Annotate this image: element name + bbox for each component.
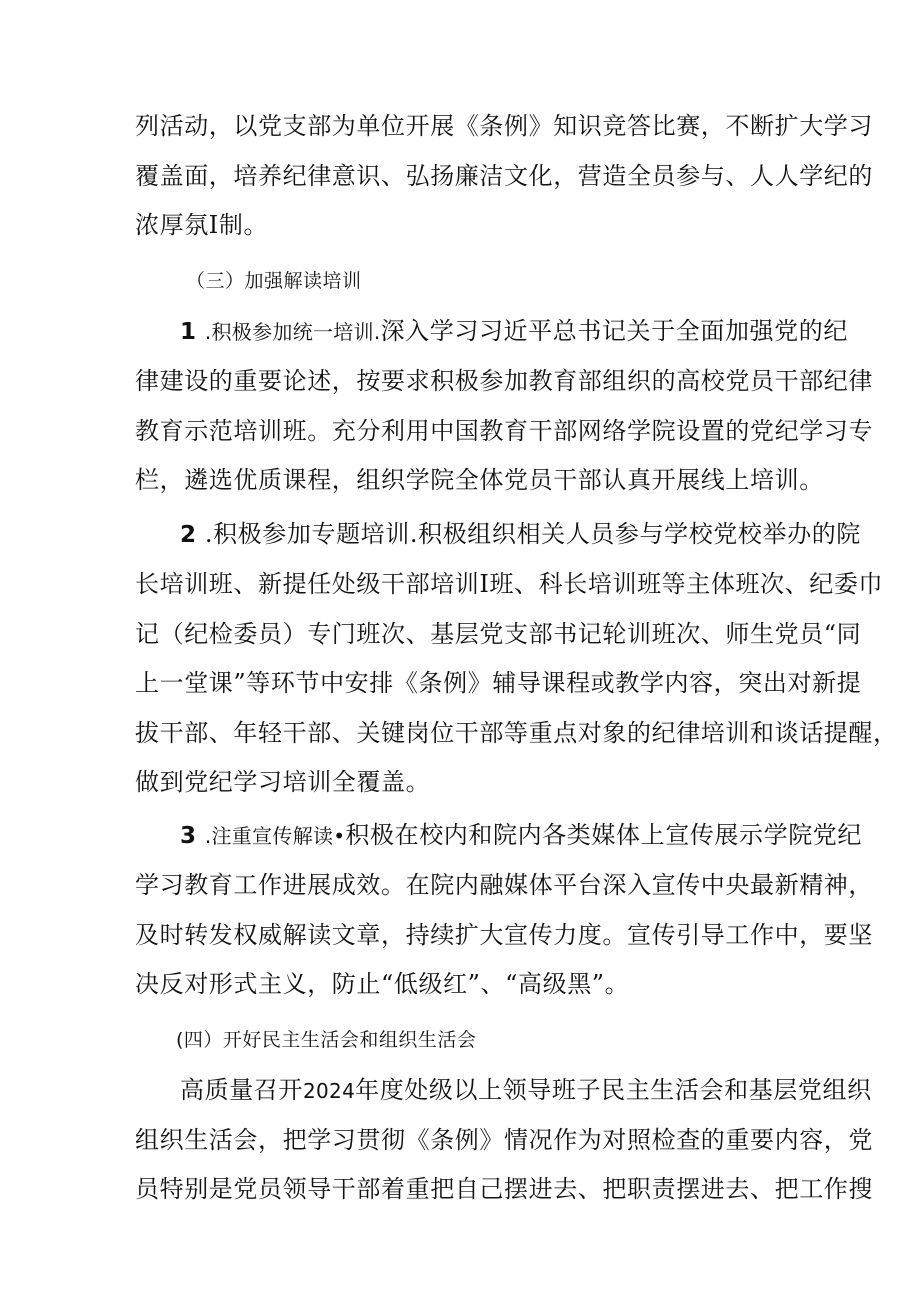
item-1-line-1-text: 深入学习习近平总书记关于全面加强党的纪 [380, 317, 848, 345]
item-2-line-4: 上一堂课”等环节中安排《条例》辅导课程或教学内容，突出对新提 [135, 669, 862, 697]
item-2-line-2: 长培训班、新提任处级干部培训I班、科长培训班等主体班次、纪委巾 [135, 570, 884, 598]
para4-line-1-b: 年度处级以上领导班子民主生活会和基层党组织 [355, 1076, 872, 1104]
item-3-line-1-text: 积极在校内和院内各类媒体上宣传展示学院党纪 [345, 821, 863, 849]
item-1-lead: .积极参加统一培训. [204, 320, 381, 344]
item-3-number: 3 [180, 823, 197, 849]
para4-line-1-a: 高质量召开 [180, 1076, 303, 1104]
item-1-line-2: 律建设的重要论述，按要求积极参加教育部组织的高校党员干部纪律 [135, 367, 873, 395]
item-3-line-1 [180, 820, 862, 851]
item-1-number: 1 [180, 319, 197, 345]
item-2-number: 2 [180, 522, 197, 548]
item-1-line-3: 教育示范培训班。充分利用中国教育干部网络学院设置的党纪学习专 [135, 417, 873, 445]
item-1-line-1 [180, 316, 848, 347]
item-1-line-4: 栏，遴选优质课程，组织学院全体党员干部认真开展线上培训。 [135, 466, 824, 494]
item-2-line-6: 做到党纪学习培训全覆盖。 [135, 768, 431, 796]
item-3-line-4: 决反对形式主义，防止“低级红”、“高级黑”。 [135, 970, 630, 998]
para1-line-2: 覆盖面，培养纪律意识、弘扬廉洁文化，营造全员参与、人人学纪的 [135, 162, 873, 190]
item-3-line-2: 学习教育工作进展成效。在院内融媒体平台深入宣传中央最新精神， [135, 871, 873, 899]
item-2-line-5: 拔干部、年轻干部、关键岗位干部等重点对象的纪律培训和谈话提醒， [135, 719, 898, 747]
para4-year: 2024 [303, 1079, 356, 1103]
item-3-lead: .注重宣传解读• [204, 824, 346, 848]
para1-line-1: 列活动，以党支部为单位开展《条例》知识竞答比赛，不断扩大学习 [135, 112, 873, 140]
item-2-line-1 [180, 519, 861, 550]
section-4-heading: (四）开好民主生活会和组织生活会 [176, 1029, 477, 1051]
para4-line-2: 组织生活会，把学习贯彻《条例》情况作为对照检查的重要内容，党 [135, 1126, 873, 1154]
para4-line-3: 员特别是党员领导干部着重把自己摆进去、把职责摆进去、把工作搜 [135, 1175, 873, 1203]
para1-line-3: 浓厚氛I制。 [135, 211, 269, 239]
section-3-heading: （三）加强解读培训 [186, 270, 362, 292]
item-3-line-3: 及时转发权威解读文章，持续扩大宣传力度。宣传引导工作中，要坚 [135, 921, 873, 949]
item-2-line-1-text: .积极参加专题培训.积极组织相关人员参与学校党校举办的院 [204, 520, 861, 548]
item-2-line-3: 记（纪检委员）专门班次、基层党支部书记轮训班次、师生党员“同 [135, 620, 862, 648]
para4-line-1 [180, 1075, 872, 1106]
